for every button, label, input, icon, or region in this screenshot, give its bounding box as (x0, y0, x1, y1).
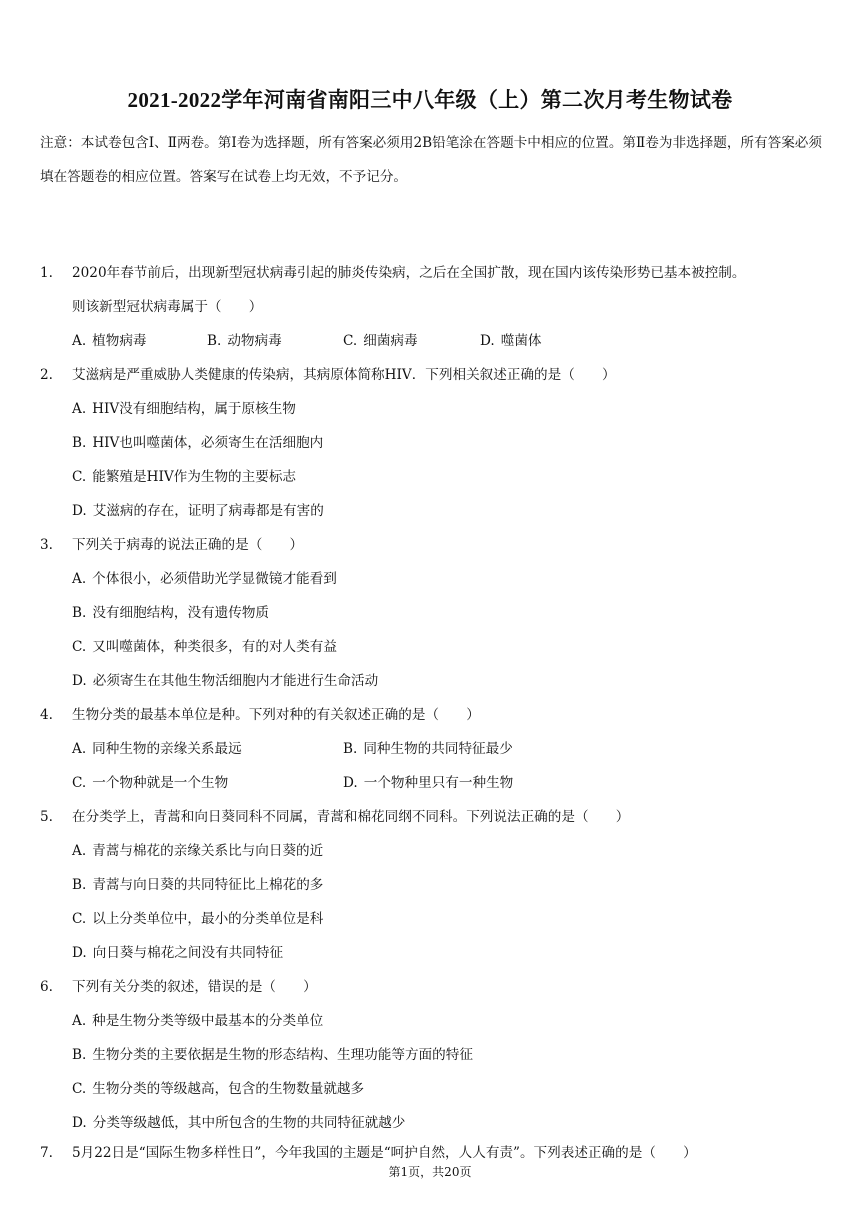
option-letter: A. (72, 843, 87, 859)
option-letter: D. (72, 1115, 87, 1131)
option-text: 青蒿与向日葵的共同特征比上棉花的多 (92, 877, 324, 893)
option-text: 没有细胞结构，没有遗传物质 (92, 605, 270, 621)
option-6c[interactable] (72, 1072, 364, 1106)
option-1c[interactable] (343, 324, 418, 358)
option-3d[interactable] (72, 664, 378, 698)
option-letter: D. (72, 503, 87, 519)
option-text: 分类等级越低，其中所包含的生物的共同特征就越少 (92, 1115, 406, 1131)
option-letter: D. (72, 945, 87, 961)
question-number: 6. (40, 979, 53, 995)
question-stem: 5月22日是“国际生物多样性日”，今年我国的主题是“呵护自然，人人有责”。下列表述正确的是（ ） (72, 1145, 697, 1161)
option-letter: B. (72, 1047, 87, 1063)
question-number: 1. (40, 265, 53, 281)
option-2d[interactable] (72, 494, 324, 528)
option-letter: B. (72, 605, 87, 621)
option-letter: C. (343, 333, 358, 349)
option-6b[interactable] (72, 1038, 473, 1072)
option-text: 植物病毒 (92, 333, 147, 349)
question-stem: 在分类学上，青蒿和向日葵同科不同属，青蒿和棉花同纲不同科。下列说法正确的是（ ） (72, 809, 630, 825)
option-letter: C. (72, 911, 87, 927)
option-1a[interactable] (72, 324, 147, 358)
option-3a[interactable] (72, 562, 337, 596)
option-letter: A. (72, 333, 87, 349)
option-5b[interactable] (72, 868, 323, 902)
option-letter: A. (72, 571, 87, 587)
option-letter: A. (72, 1013, 87, 1029)
option-text: 同种生物的亲缘关系最远 (92, 741, 242, 757)
option-letter: B. (72, 877, 87, 893)
exam-notice: 注意：本试卷包含Ⅰ、Ⅱ两卷。第Ⅰ卷为选择题，所有答案必须用2B铅笔涂在答题卡中相应的位置。第Ⅱ卷为非选择题，所有答案必须填在答题卷的相应位置。答案写在试卷上均无效，不予记分。 (40, 135, 822, 185)
option-2b[interactable] (72, 426, 323, 460)
option-letter: C. (72, 639, 87, 655)
option-1d[interactable] (480, 324, 542, 358)
question-stem: 下列有关分类的叙述，错误的是（ ） (72, 979, 317, 995)
option-6a[interactable] (72, 1004, 323, 1038)
question-number: 7. (40, 1145, 53, 1161)
option-letter: B. (343, 741, 358, 757)
option-text: 以上分类单位中，最小的分类单位是科 (92, 911, 324, 927)
option-text: 一个物种里只有一种生物 (363, 775, 514, 791)
question-number: 3. (40, 537, 53, 553)
option-letter: C. (72, 469, 87, 485)
option-3b[interactable] (72, 596, 269, 630)
option-text: 个体很小，必须借助光学显微镜才能看到 (92, 571, 337, 587)
option-text: 噬菌体 (500, 333, 542, 349)
option-letter: B. (72, 435, 87, 451)
option-letter: C. (72, 1081, 87, 1097)
option-6d[interactable] (72, 1106, 405, 1140)
option-text: 生物分类的等级越高，包含的生物数量就越多 (92, 1081, 365, 1097)
option-text: 向日葵与棉花之间没有共同特征 (92, 945, 284, 961)
option-text: 艾滋病的存在，证明了病毒都是有害的 (92, 503, 324, 519)
option-text: 细菌病毒 (363, 333, 418, 349)
option-4b[interactable] (343, 732, 513, 766)
question-number: 5. (40, 809, 53, 825)
option-text: 一个物种就是一个生物 (92, 775, 229, 791)
option-text: 能繁殖是HIV作为生物的主要标志 (92, 469, 297, 485)
option-text: 种是生物分类等级中最基本的分类单位 (92, 1013, 324, 1029)
option-letter: C. (72, 775, 87, 791)
option-5c[interactable] (72, 902, 323, 936)
question-stem: 下列关于病毒的说法正确的是（ ） (72, 537, 304, 553)
option-text: 动物病毒 (227, 333, 282, 349)
option-letter: D. (72, 673, 87, 689)
option-4d[interactable] (343, 766, 513, 800)
option-4a[interactable] (72, 732, 242, 766)
option-2c[interactable] (72, 460, 296, 494)
option-letter: A. (72, 401, 87, 417)
question-stem: 2020年春节前后，出现新型冠状病毒引起的肺炎传染病，之后在全国扩散，现在国内该传染形势已基本被控制。 (72, 265, 746, 281)
option-letter: D. (343, 775, 358, 791)
question-stem-continued: 则该新型冠状病毒属于（ ） (72, 299, 263, 315)
question-number: 4. (40, 707, 53, 723)
option-5a[interactable] (72, 834, 323, 868)
option-letter: B. (207, 333, 222, 349)
option-letter: A. (72, 741, 87, 757)
option-text: 必须寄生在其他生物活细胞内才能进行生命活动 (92, 673, 379, 689)
question-stem: 生物分类的最基本单位是种。下列对种的有关叙述正确的是（ ） (72, 707, 480, 723)
question-stem: 艾滋病是严重威胁人类健康的传染病，其病原体简称HIV．下列相关叙述正确的是（ ） (72, 367, 616, 383)
option-letter: D. (480, 333, 495, 349)
option-text: 生物分类的主要依据是生物的形态结构、生理功能等方面的特征 (92, 1047, 473, 1063)
option-1b[interactable] (207, 324, 282, 358)
page-title: 2021-2022学年河南省南阳三中八年级（上）第二次月考生物试卷 (127, 88, 733, 112)
option-text: 同种生物的共同特征最少 (363, 741, 513, 757)
option-text: HIV也叫噬菌体，必须寄生在活细胞内 (92, 435, 324, 451)
option-5d[interactable] (72, 936, 283, 970)
option-2a[interactable] (72, 392, 296, 426)
page-footer: 第1页，共20页 (388, 1165, 472, 1179)
option-3c[interactable] (72, 630, 337, 664)
question-number: 2. (40, 367, 53, 383)
option-text: 青蒿与棉花的亲缘关系比与向日葵的近 (92, 843, 324, 859)
option-text: 又叫噬菌体，种类很多，有的对人类有益 (92, 639, 337, 655)
option-4c[interactable] (72, 766, 228, 800)
option-text: HIV没有细胞结构，属于原核生物 (92, 401, 296, 417)
